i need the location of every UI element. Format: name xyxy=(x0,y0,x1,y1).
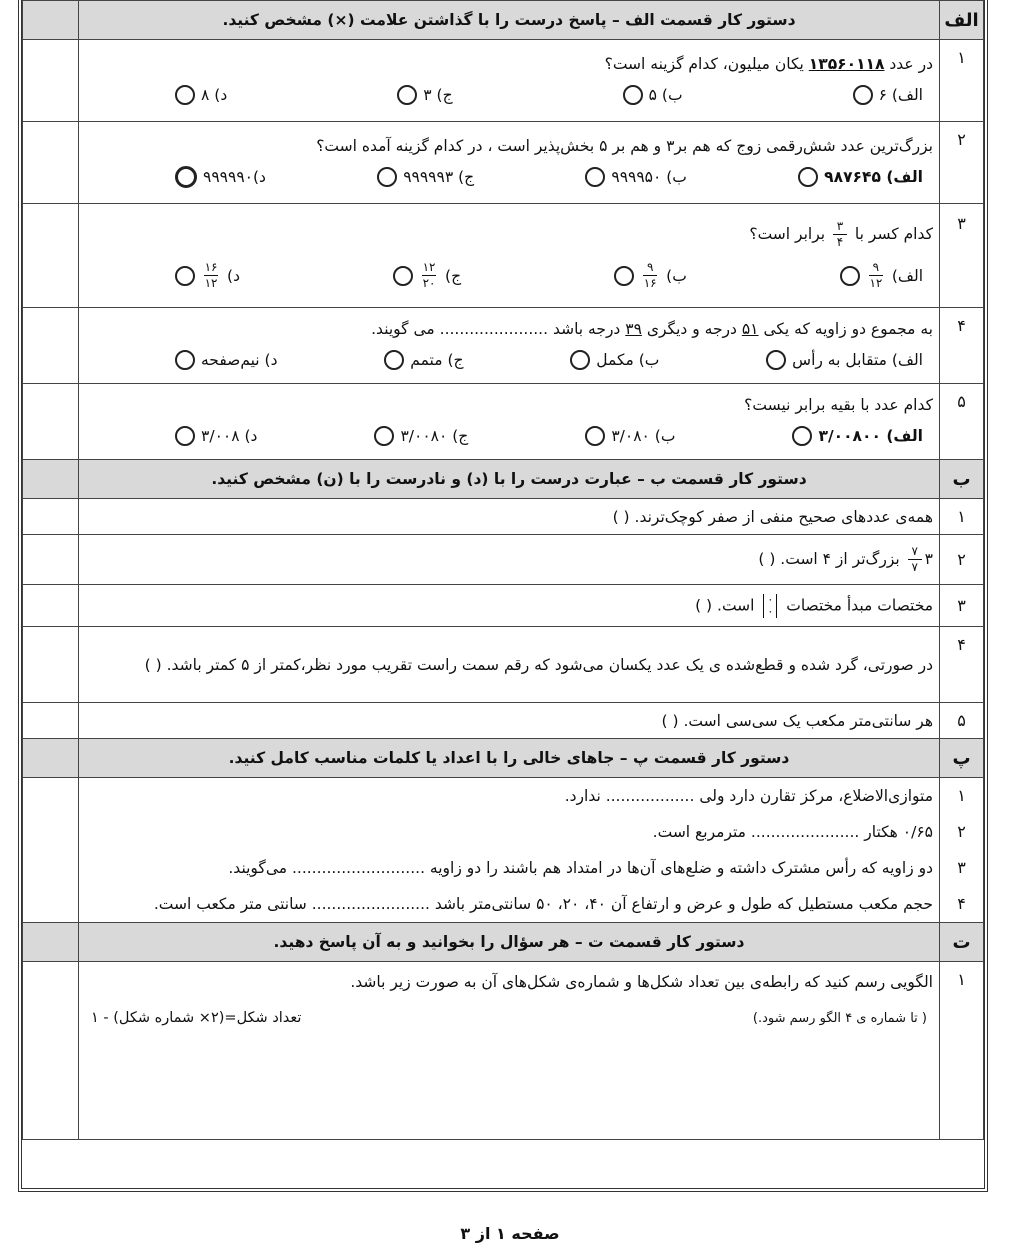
statement-number: ۴ xyxy=(940,627,984,703)
circle-icon xyxy=(175,426,195,446)
section-d-header xyxy=(23,923,984,962)
option-a[interactable]: الف) متقابل به رأس xyxy=(766,345,923,375)
option-b[interactable]: ب) ۳/۰۸۰ xyxy=(585,421,675,451)
circle-icon xyxy=(374,426,394,446)
score-cell xyxy=(23,703,79,739)
option-b[interactable]: ب) ۹۹۹۹۵۰ xyxy=(585,162,687,192)
question-row xyxy=(23,40,984,122)
circle-icon xyxy=(377,167,397,187)
question-number: ۲ xyxy=(940,122,984,204)
circle-icon xyxy=(397,85,417,105)
pattern-info xyxy=(85,996,933,1026)
statement-number: ۱ xyxy=(940,499,984,535)
circle-icon xyxy=(384,350,404,370)
circle-icon xyxy=(175,85,195,105)
option-d[interactable]: د) ۳/۰۰۸ xyxy=(175,421,257,451)
question-text: کدام عدد با بقیه برابر نیست؟ xyxy=(744,395,933,414)
statement-row xyxy=(23,499,984,535)
statement-row xyxy=(23,585,984,627)
circle-icon xyxy=(614,266,634,286)
score-cell xyxy=(23,535,79,585)
score-cell xyxy=(23,585,79,627)
option-c[interactable]: ج) ۹۹۹۹۹۳ xyxy=(377,162,474,192)
option-c[interactable]: ج) $\frac{۱۲}{۲۰}$ xyxy=(393,256,461,296)
options xyxy=(85,78,933,112)
score-cell xyxy=(23,40,79,122)
option-a[interactable]: الف) $\frac{۹}{۱۲}$ xyxy=(840,256,923,296)
options xyxy=(85,160,933,194)
question-row xyxy=(23,384,984,460)
option-a[interactable]: الف) ۹۸۷۶۴۵ xyxy=(798,162,923,192)
score-cell xyxy=(23,962,79,1140)
blank-number: ۲ xyxy=(957,822,966,841)
circle-icon xyxy=(792,426,812,446)
circle-icon xyxy=(585,426,605,446)
statement-row xyxy=(23,703,984,739)
statement-row xyxy=(23,627,984,703)
blank-number: ۴ xyxy=(957,894,966,913)
section-letter: الف xyxy=(940,1,984,40)
options xyxy=(85,419,933,453)
score-cell xyxy=(23,923,79,962)
coordinate-vector: ۰ ۰ xyxy=(763,594,777,618)
option-a[interactable]: الف) ۶ xyxy=(853,80,923,110)
score-cell xyxy=(23,384,79,460)
score-cell xyxy=(23,204,79,308)
circle-icon xyxy=(853,85,873,105)
section-instruction: دستور کار قسمت پ – جاهای خالی را با اعداد یا کلمات مناسب کامل کنید. xyxy=(228,749,790,767)
question-number: ۵ xyxy=(940,384,984,460)
question-text: کدام کسر با $\frac{۳}{۴}$ برابر است؟ xyxy=(749,218,933,249)
option-c[interactable]: ج) متمم xyxy=(384,345,463,375)
problem-row xyxy=(23,962,984,1140)
statement-text: در صورتی، گرد شده و قطع‌شده ی یک عدد یکسان می‌شود که رقم سمت راست تقریب مورد نظر،کمتر از ۵ کمتر باشد. ( ) xyxy=(79,627,940,703)
circle-icon xyxy=(175,166,197,188)
score-cell xyxy=(23,499,79,535)
option-a[interactable]: الف) ۳/۰۰۸۰۰ xyxy=(792,421,923,451)
score-cell xyxy=(23,308,79,384)
option-d[interactable]: د) نیم‌صفحه xyxy=(175,345,278,375)
problem-number: ۱ xyxy=(940,962,984,1140)
section-b-header xyxy=(23,460,984,499)
section-instruction: دستور کار قسمت الف – پاسخ درست را با گذاشتن علامت (×) مشخص کنید. xyxy=(222,11,796,29)
statement-number: ۳ xyxy=(940,585,984,627)
question-number: ۳ xyxy=(940,204,984,308)
score-cell xyxy=(23,122,79,204)
problem-text: الگویی رسم کنید که رابطه‌ی بین تعداد شکل‌ها و شماره‌ی شکل‌های آن به صورت زیر باشد. xyxy=(350,973,933,991)
options xyxy=(85,254,933,298)
statement-text: ۳ $\frac{۷}{۷}$ بزرگ‌تر از ۴ است. ( ) xyxy=(79,535,940,585)
blank-text: حجم مکعب مستطیل که طول و عرض و ارتفاع آن ۴۰، ۲۰، ۵۰ سانتی‌متر باشد ........................ سانتی متر مکعب است. xyxy=(153,895,933,913)
statement-number: ۵ xyxy=(940,703,984,739)
blank-text: ۰/۶۵ هکتار ...................... مترمربع است. xyxy=(652,823,933,841)
score-cell xyxy=(23,739,79,778)
statement-row xyxy=(23,535,984,585)
page-footer: صفحه ۱ از ۳ xyxy=(460,1224,560,1243)
score-cell xyxy=(23,778,79,923)
question-number: ۱ xyxy=(940,40,984,122)
question-number: ۴ xyxy=(940,308,984,384)
question-row xyxy=(23,204,984,308)
option-c[interactable]: ج) ۳ xyxy=(397,80,452,110)
circle-icon xyxy=(570,350,590,370)
statement-text: همه‌ی عددهای صحیح منفی از صفر کوچک‌ترند. ( ) xyxy=(79,499,940,535)
circle-icon xyxy=(393,266,413,286)
question-row xyxy=(23,122,984,204)
statement-text: مختصات مبدأ مختصات ۰ ۰ است. ( ) xyxy=(79,585,940,627)
blank-number: ۳ xyxy=(957,858,966,877)
section-instruction: دستور کار قسمت ب – عبارت درست را با (د) و نادرست را با (ن) مشخص کنید. xyxy=(211,470,807,488)
option-b[interactable]: ب) مکمل xyxy=(570,345,659,375)
section-c-header xyxy=(23,739,984,778)
section-letter: ب xyxy=(940,460,984,499)
circle-icon xyxy=(623,85,643,105)
pattern-note: ( تا شماره ی ۴ الگو رسم شود.) xyxy=(752,1010,927,1026)
pattern-formula: تعداد شکل=(۲× شماره شکل) - ۱ xyxy=(91,1010,302,1026)
option-d[interactable]: د) $\frac{۱۶}{۱۲}$ xyxy=(175,256,240,296)
section-instruction: دستور کار قسمت ت – هر سؤال را بخوانید و به آن پاسخ دهید. xyxy=(273,933,745,951)
circle-icon xyxy=(798,167,818,187)
options xyxy=(85,343,933,377)
section-letter: ت xyxy=(940,923,984,962)
option-b[interactable]: ب) $\frac{۹}{۱۶}$ xyxy=(614,256,687,296)
underlined-number: ۱۳۵۶۰۱۱۸ xyxy=(808,54,885,73)
option-d[interactable]: د) ۸ xyxy=(175,80,227,110)
exam-table xyxy=(22,0,984,1140)
option-b[interactable]: ب) ۵ xyxy=(623,80,683,110)
question-text: در عدد ۱۳۵۶۰۱۱۸ یکان میلیون، کدام گزینه است؟ xyxy=(604,54,933,73)
option-d[interactable]: د)۹۹۹۹۹۰ xyxy=(175,162,266,192)
statement-number: ۲ xyxy=(940,535,984,585)
blank-text: متوازی‌الاضلاع، مرکز تقارن دارد ولی .................. ندارد. xyxy=(564,787,933,805)
statement-text: هر سانتی‌متر مکعب یک سی‌سی است. ( ) xyxy=(79,703,940,739)
blank-text: دو زاویه که رأس مشترک داشته و ضلع‌های آن‌ها در امتداد هم باشند را دو زاویه ........................... می‌گویند. xyxy=(228,859,933,877)
question-row xyxy=(23,308,984,384)
exam-frame xyxy=(18,0,988,1192)
circle-icon xyxy=(585,167,605,187)
fill-blank-row xyxy=(23,778,984,923)
circle-icon xyxy=(840,266,860,286)
section-a-header xyxy=(23,1,984,40)
option-c[interactable]: ج) ۳/۰۰۸۰ xyxy=(374,421,468,451)
question-text: بزرگ‌ترین عدد شش‌رقمی زوج که هم بر۳ و هم بر ۵ بخش‌پذیر است ، در کدام گزینه آمده است؟ xyxy=(316,136,933,155)
score-cell xyxy=(23,1,79,40)
question-text: به مجموع دو زاویه که یکی ۵۱ درجه و دیگری ۳۹ درجه باشد ...................... می گویند. xyxy=(371,319,933,338)
circle-icon xyxy=(766,350,786,370)
blank-number: ۱ xyxy=(957,786,966,805)
score-cell xyxy=(23,460,79,499)
section-letter: پ xyxy=(940,739,984,778)
circle-icon xyxy=(175,350,195,370)
fraction: $\frac{۳}{۴}$ xyxy=(833,220,847,249)
score-cell xyxy=(23,627,79,703)
circle-icon xyxy=(175,266,195,286)
